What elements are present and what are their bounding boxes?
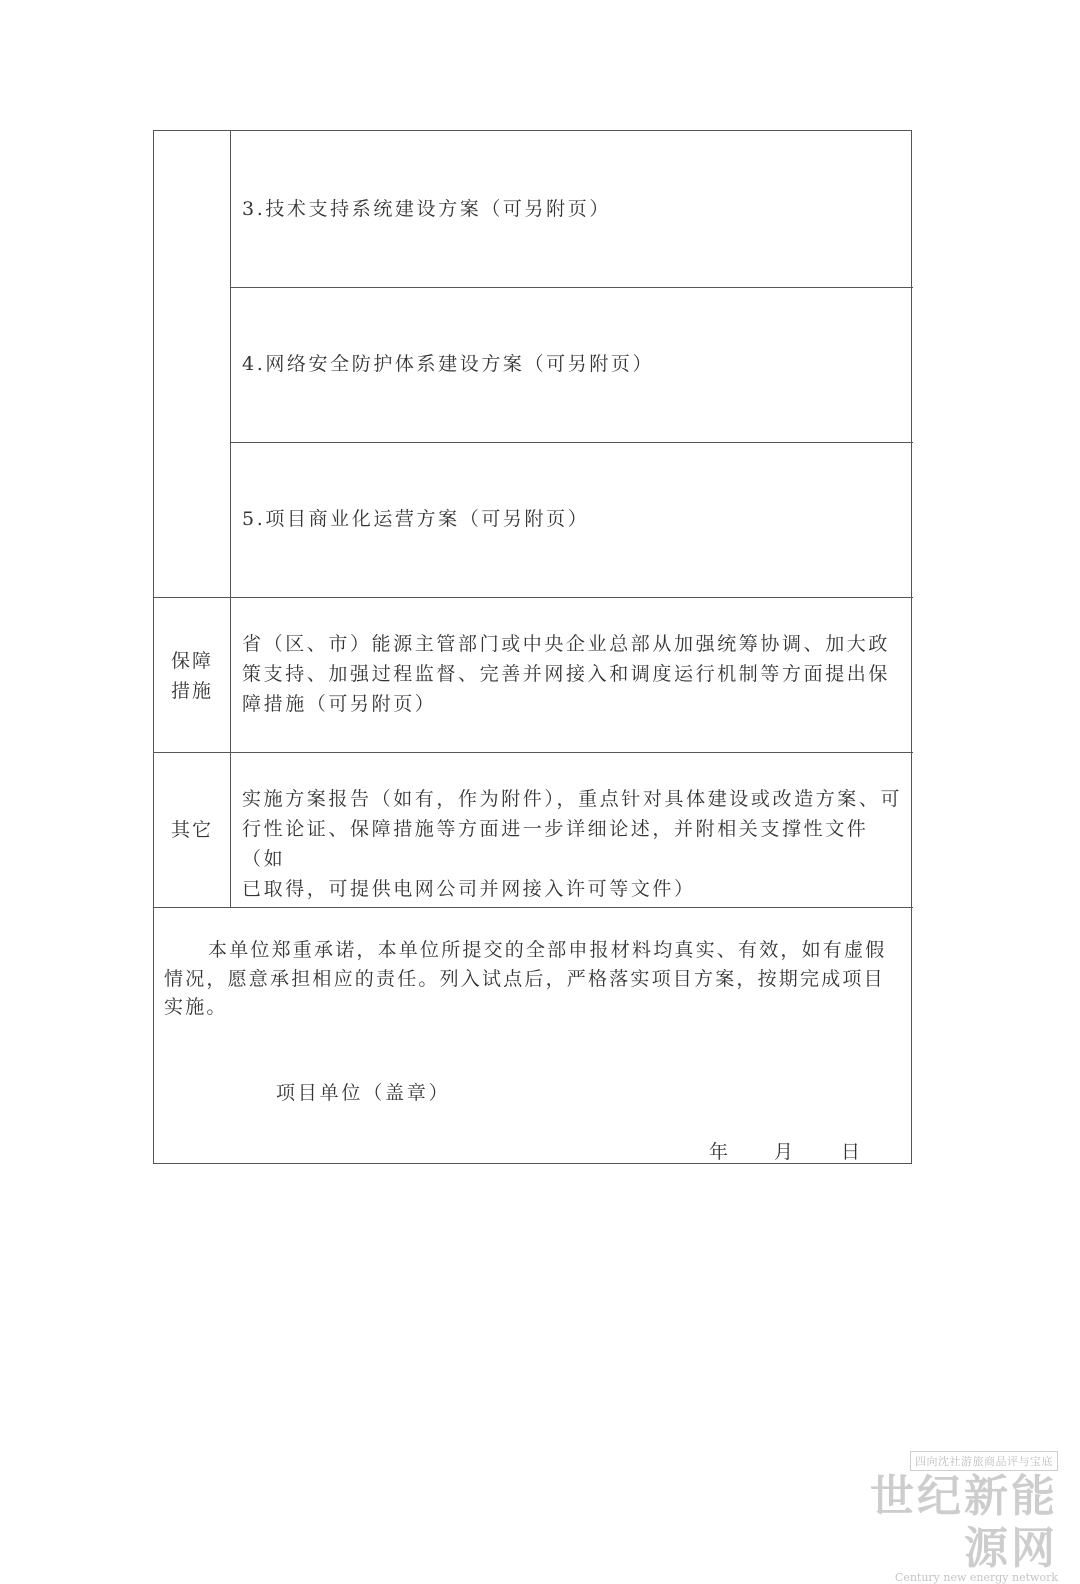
date-day: 日	[841, 1141, 861, 1163]
application-form-table	[153, 130, 912, 1164]
other-label: 其它	[170, 819, 213, 841]
column-divider	[230, 131, 231, 908]
safeguard-text: 省（区、市）能源主管部门或中央企业总部从加强统筹协调、加大政 策支持、加强过程监督、完善并网接入和调度运行机制等方面提出保 障措施（可另附页）	[242, 633, 891, 715]
row-divider-4	[154, 752, 913, 753]
site-watermark	[838, 1450, 1058, 1584]
item-3-text: 3.技术支持系统建设方案（可另附页）	[242, 198, 611, 220]
row-divider-2	[230, 442, 913, 443]
row-divider-1	[230, 287, 913, 288]
item-5-text: 5.项目商业化运营方案（可另附页）	[242, 508, 590, 530]
item-4-text: 4.网络安全防护体系建设方案（可另附页）	[242, 353, 655, 375]
watermark-top-text: 四向沈社游旅商品评与宝底	[910, 1451, 1058, 1471]
date-year: 年	[709, 1141, 729, 1163]
row-divider-5	[154, 907, 913, 908]
other-text: 实施方案报告（如有，作为附件），重点针对具体建设或改造方案、可 行性论证、保障措施等方面进一步详细论述，并附相关支撑性文件（如 已取得，可提供电网公司并网接入许可等文件）	[242, 788, 903, 900]
pledge-text: 本单位郑重承诺，本单位所提交的全部申报材料均真实、有效，如有虚假情况，愿意承担相应的责任。列入试点后，严格落实项目方案，按期完成项目实施。	[164, 939, 887, 1018]
safeguard-label: 保障 措施	[170, 650, 213, 702]
date-month: 月	[774, 1141, 794, 1163]
watermark-logo-text: 世纪新能源网	[870, 1471, 1058, 1574]
watermark-subtitle: Century new energy network	[894, 1571, 1058, 1584]
row-divider-3	[154, 597, 913, 598]
signer-label: 项目单位（盖章）	[276, 1082, 451, 1104]
